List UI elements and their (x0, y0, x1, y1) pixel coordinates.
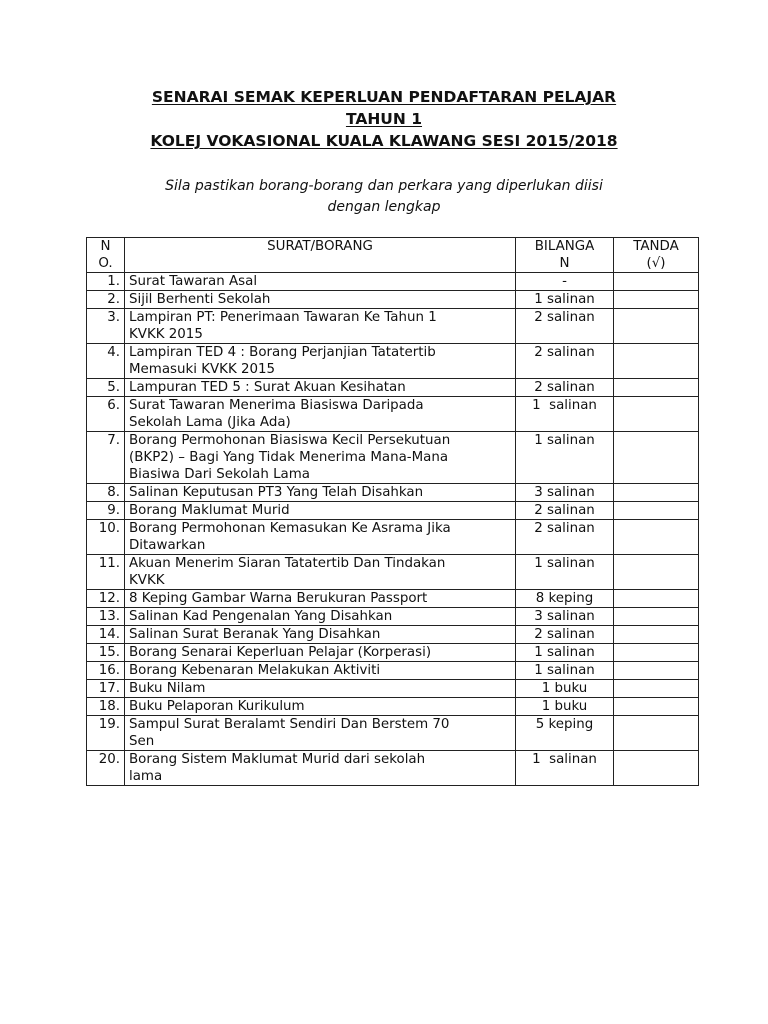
row-surat-borang (125, 608, 516, 626)
row-surat-borang (125, 397, 516, 432)
table-row (87, 432, 699, 484)
row-bilangan: 2 salinan (516, 379, 614, 397)
row-surat-borang (125, 484, 516, 502)
instruction-line-2: dengan lengkap (327, 198, 441, 215)
header-row (87, 238, 699, 273)
surat-line: Salinan Keputusan PT3 Yang Telah Disahkan (129, 485, 424, 500)
row-tanda-checkbox[interactable] (614, 484, 699, 502)
surat-line: 8 Keping Gambar Warna Berukuran Passport (129, 591, 428, 606)
row-bilangan: 1 salinan (516, 555, 614, 590)
row-bilangan: 3 salinan (516, 608, 614, 626)
row-number: 8. (87, 484, 125, 502)
row-tanda-checkbox[interactable] (614, 309, 699, 344)
table-row (87, 502, 699, 520)
title-line-2: TAHUN 1 (345, 110, 423, 128)
surat-line: Surat Tawaran Menerima Biasiswa Daripada (129, 398, 424, 413)
table-row (87, 698, 699, 716)
row-surat-borang (125, 432, 516, 484)
row-surat-borang (125, 662, 516, 680)
table-row (87, 751, 699, 786)
row-number: 16. (87, 662, 125, 680)
table-row (87, 590, 699, 608)
surat-line: Memasuki KVKK 2015 (129, 362, 276, 377)
row-number: 19. (87, 716, 125, 751)
row-number: 9. (87, 502, 125, 520)
row-tanda-checkbox[interactable] (614, 626, 699, 644)
surat-line: Salinan Kad Pengenalan Yang Disahkan (129, 609, 393, 624)
row-bilangan: 1 salinan (516, 644, 614, 662)
header-bilangan (516, 238, 614, 273)
row-surat-borang (125, 344, 516, 379)
row-number: 15. (87, 644, 125, 662)
row-surat-borang (125, 698, 516, 716)
header-surat: SURAT/BORANG (125, 238, 516, 273)
row-bilangan: 1 buku (516, 698, 614, 716)
row-surat-borang (125, 555, 516, 590)
surat-line: Biasiwa Dari Sekolah Lama (129, 467, 311, 482)
row-bilangan: 2 salinan (516, 502, 614, 520)
surat-line: (BKP2) – Bagi Yang Tidak Menerima Mana-Mana (129, 450, 449, 465)
title-line-3: KOLEJ VOKASIONAL KUALA KLAWANG SESI 2015/2018 (150, 132, 618, 150)
surat-line: KVKK (129, 573, 165, 588)
surat-line: Ditawarkan (129, 538, 206, 553)
title-line-1: SENARAI SEMAK KEPERLUAN PENDAFTARAN PELAJAR (151, 88, 617, 106)
row-tanda-checkbox[interactable] (614, 644, 699, 662)
table-row (87, 520, 699, 555)
header-tanda-line-2: (√) (646, 256, 666, 271)
instruction-text (0, 176, 768, 217)
row-tanda-checkbox[interactable] (614, 608, 699, 626)
row-bilangan: 1 salinan (516, 751, 614, 786)
row-number: 14. (87, 626, 125, 644)
row-bilangan: 3 salinan (516, 484, 614, 502)
checklist-table (86, 237, 699, 786)
row-surat-borang (125, 520, 516, 555)
surat-line: Salinan Surat Beranak Yang Disahkan (129, 627, 381, 642)
table-row (87, 397, 699, 432)
surat-line: Borang Senarai Keperluan Pelajar (Korperasi) (129, 645, 432, 660)
row-tanda-checkbox[interactable] (614, 590, 699, 608)
row-tanda-checkbox[interactable] (614, 291, 699, 309)
surat-line: KVKK 2015 (129, 327, 203, 342)
surat-line: Akuan Menerim Siaran Tatatertib Dan Tindakan (129, 556, 446, 571)
header-tanda (614, 238, 699, 273)
row-number: 3. (87, 309, 125, 344)
row-tanda-checkbox[interactable] (614, 680, 699, 698)
document-title (0, 86, 768, 152)
row-bilangan: 2 salinan (516, 344, 614, 379)
row-tanda-checkbox[interactable] (614, 751, 699, 786)
row-tanda-checkbox[interactable] (614, 344, 699, 379)
row-number: 4. (87, 344, 125, 379)
row-number: 2. (87, 291, 125, 309)
table-row (87, 626, 699, 644)
row-bilangan: 2 salinan (516, 520, 614, 555)
row-surat-borang (125, 751, 516, 786)
surat-line: Borang Maklumat Murid (129, 503, 290, 518)
row-bilangan: 2 salinan (516, 626, 614, 644)
header-no-line-1: N (100, 239, 111, 254)
surat-line: Borang Permohonan Biasiswa Kecil Persekutuan (129, 433, 451, 448)
row-bilangan: - (516, 273, 614, 291)
row-bilangan: 8 keping (516, 590, 614, 608)
row-surat-borang (125, 273, 516, 291)
row-tanda-checkbox[interactable] (614, 379, 699, 397)
row-surat-borang (125, 680, 516, 698)
surat-line: Lampiran PT: Penerimaan Tawaran Ke Tahun 1 (129, 310, 437, 325)
header-bilangan-line-2: N (559, 256, 570, 271)
header-no (87, 238, 125, 273)
row-surat-borang (125, 502, 516, 520)
row-surat-borang (125, 590, 516, 608)
table-row (87, 484, 699, 502)
row-bilangan: 2 salinan (516, 309, 614, 344)
row-number: 6. (87, 397, 125, 432)
surat-line: Borang Permohonan Kemasukan Ke Asrama Jika (129, 521, 451, 536)
header-no-line-2: O. (98, 256, 113, 271)
surat-line: lama (129, 769, 163, 784)
row-number: 5. (87, 379, 125, 397)
table-row (87, 716, 699, 751)
row-surat-borang (125, 309, 516, 344)
checklist-body (87, 273, 699, 786)
surat-line: Surat Tawaran Asal (129, 274, 258, 289)
row-tanda-checkbox[interactable] (614, 662, 699, 680)
row-number: 13. (87, 608, 125, 626)
row-surat-borang (125, 626, 516, 644)
row-number: 7. (87, 432, 125, 484)
row-tanda-checkbox[interactable] (614, 520, 699, 555)
table-row (87, 555, 699, 590)
table-row (87, 379, 699, 397)
row-number: 18. (87, 698, 125, 716)
surat-line: Sen (129, 734, 155, 749)
row-tanda-checkbox[interactable] (614, 698, 699, 716)
row-surat-borang (125, 379, 516, 397)
row-tanda-checkbox[interactable] (614, 555, 699, 590)
row-bilangan: 1 salinan (516, 291, 614, 309)
row-bilangan: 5 keping (516, 716, 614, 751)
table-row (87, 680, 699, 698)
table-row (87, 291, 699, 309)
row-tanda-checkbox[interactable] (614, 716, 699, 751)
surat-line: Buku Pelaporan Kurikulum (129, 699, 305, 714)
row-number: 10. (87, 520, 125, 555)
row-number: 12. (87, 590, 125, 608)
row-number: 11. (87, 555, 125, 590)
surat-line: Lampiran TED 4 : Borang Perjanjian Tatatertib (129, 345, 436, 360)
row-number: 17. (87, 680, 125, 698)
row-bilangan: 1 salinan (516, 662, 614, 680)
table-row (87, 309, 699, 344)
header-bilangan-line-1: BILANGA (534, 239, 595, 254)
row-bilangan: 1 salinan (516, 432, 614, 484)
row-number: 20. (87, 751, 125, 786)
surat-line: Borang Kebenaran Melakukan Aktiviti (129, 663, 381, 678)
row-number: 1. (87, 273, 125, 291)
table-row (87, 344, 699, 379)
row-bilangan: 1 salinan (516, 397, 614, 432)
row-surat-borang (125, 644, 516, 662)
row-tanda-checkbox[interactable] (614, 502, 699, 520)
header-tanda-line-1: TANDA (633, 239, 679, 254)
surat-line: Sampul Surat Beralamt Sendiri Dan Berstem 70 (129, 717, 450, 732)
table-row (87, 662, 699, 680)
table-row (87, 273, 699, 291)
surat-line: Borang Sistem Maklumat Murid dari sekolah (129, 752, 426, 767)
surat-line: Sijil Berhenti Sekolah (129, 292, 271, 307)
row-surat-borang (125, 291, 516, 309)
row-tanda-checkbox[interactable] (614, 432, 699, 484)
row-bilangan: 1 buku (516, 680, 614, 698)
row-tanda-checkbox[interactable] (614, 397, 699, 432)
instruction-line-1: Sila pastikan borang-borang dan perkara yang diperlukan diisi (165, 178, 603, 194)
row-tanda-checkbox[interactable] (614, 273, 699, 291)
table-row (87, 608, 699, 626)
row-surat-borang (125, 716, 516, 751)
surat-line: Sekolah Lama (Jika Ada) (129, 415, 291, 430)
table-row (87, 644, 699, 662)
surat-line: Lampuran TED 5 : Surat Akuan Kesihatan (129, 380, 406, 395)
surat-line: Buku Nilam (129, 681, 206, 696)
